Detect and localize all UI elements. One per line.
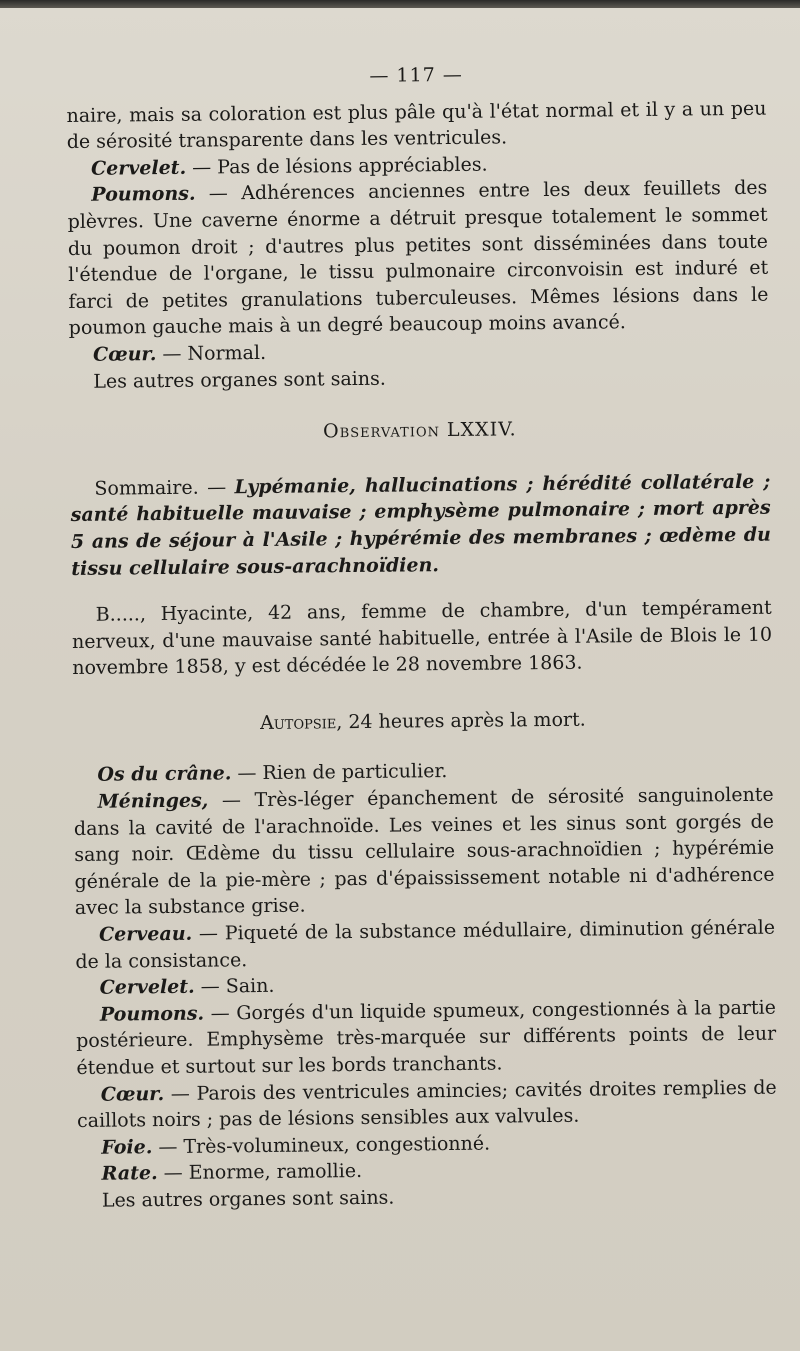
- entry-text: — Adhérences anciennes entre les deux feuillets des plèvres. Une caverne énorme a détruit presque totalement le sommet du poumon droit ; d'autres plus petites sont disséminées dans toute l'étendue de l'organe, le tissu pulmonaire circonvoisin est induré et farci de petites granulations tuberculeuses. Mêmes lésions dans le poumon gauche mais à un degré beaucoup moins avancé.: [67, 177, 769, 340]
- entry-text: — Normal.: [156, 341, 267, 366]
- entry-text: — Très-léger épanchement de sérosité sanguinolente dans la cavité de l'arachnoïde. Les veines et les sinus sont gorgés de sang noir. Œdème du tissu cellulaire sous-arachnoïdien ; hypérémie générale de la pie-mère ; pas d'épaississement notable ni d'adhérence avec la substance grise.: [73, 783, 775, 920]
- entry-meninges: [74, 782, 775, 922]
- entry-poumons-2: [76, 994, 777, 1081]
- paragraph-closing: Les autres organes sont sains.: [93, 367, 386, 393]
- page-number: — 117 —: [369, 63, 463, 87]
- entry-label: Cœur.: [100, 1082, 165, 1106]
- entry-text: — Rien de particulier.: [231, 760, 448, 785]
- observation-heading: Observation LXXIV.: [322, 418, 517, 443]
- scan-edge: [0, 0, 800, 8]
- entry-label: Poumons.: [91, 183, 196, 207]
- entry-text: — Enorme, ramollie.: [157, 1160, 363, 1185]
- summary: [70, 468, 771, 582]
- entry-label: Cœur.: [92, 343, 157, 366]
- autopsy-lead: Autopsie: [259, 711, 337, 734]
- entry-label: Foie.: [101, 1135, 153, 1159]
- paragraph-closing-2: Les autres organes sont sains.: [101, 1186, 395, 1212]
- entry-text: — Sain.: [194, 975, 275, 998]
- entry-label: Cervelet.: [99, 975, 195, 999]
- paragraph-intro: naire, mais sa coloration est plus pâle qu'à l'état normal et il y a un peu de sérosité transparente dans les ventricules.: [66, 97, 767, 154]
- entry-text: — Pas de lésions appréciables.: [186, 153, 488, 179]
- autopsy-heading: [73, 705, 773, 739]
- page-text: [66, 59, 778, 1215]
- patient-paragraph: B....., Hyacinte, 42 ans, femme de chambre, d'un tempérament nerveux, d'une mauvaise santé habituelle, entrée à l'Asile de Blois le 10 novembre 1858, y est décédée le 28 novembre 1863.: [71, 596, 773, 680]
- entry-label: Méninges,: [97, 789, 209, 813]
- entry-label: Cerveau.: [98, 922, 193, 946]
- entry-text: — Parois des ventricules amincies; cavités droites remplies de caillots noirs ; pas de lésions sensibles aux valvules.: [76, 1076, 777, 1133]
- entry-label: Rate.: [101, 1162, 158, 1186]
- summary-text: Lypémanie, hallucinations ; hérédité collatérale ; santé habituelle mauvaise ; emphysème pulmonaire ; mort après 5 ans de séjour à l'Asile ; hypérémie des membranes ; œdème du tissu cellulaire sous-arachnoïdien.: [70, 470, 772, 580]
- entry-label: Os du crâne.: [97, 762, 232, 787]
- entry-label: Poumons.: [99, 1002, 205, 1026]
- entry-poumons: [67, 175, 769, 342]
- autopsy-rest: , 24 heures après la mort.: [336, 708, 586, 734]
- entry-coeur-2: [77, 1074, 778, 1135]
- entry-text: — Gorgés d'un liquide spumeux, congestionnés à la partie postérieure. Emphysème très-marquée sur différents points de leur étendue et surtout sur les bords tranchants.: [76, 996, 777, 1079]
- entry-text: — Très-volumineux, congestionné.: [152, 1132, 491, 1158]
- entry-text: — Piqueté de la substance médullaire, diminution générale de la consistance.: [75, 916, 776, 973]
- entry-cerveau: [75, 915, 776, 976]
- entry-label: Cervelet.: [90, 156, 187, 180]
- summary-lead: Sommaire. —: [94, 475, 235, 500]
